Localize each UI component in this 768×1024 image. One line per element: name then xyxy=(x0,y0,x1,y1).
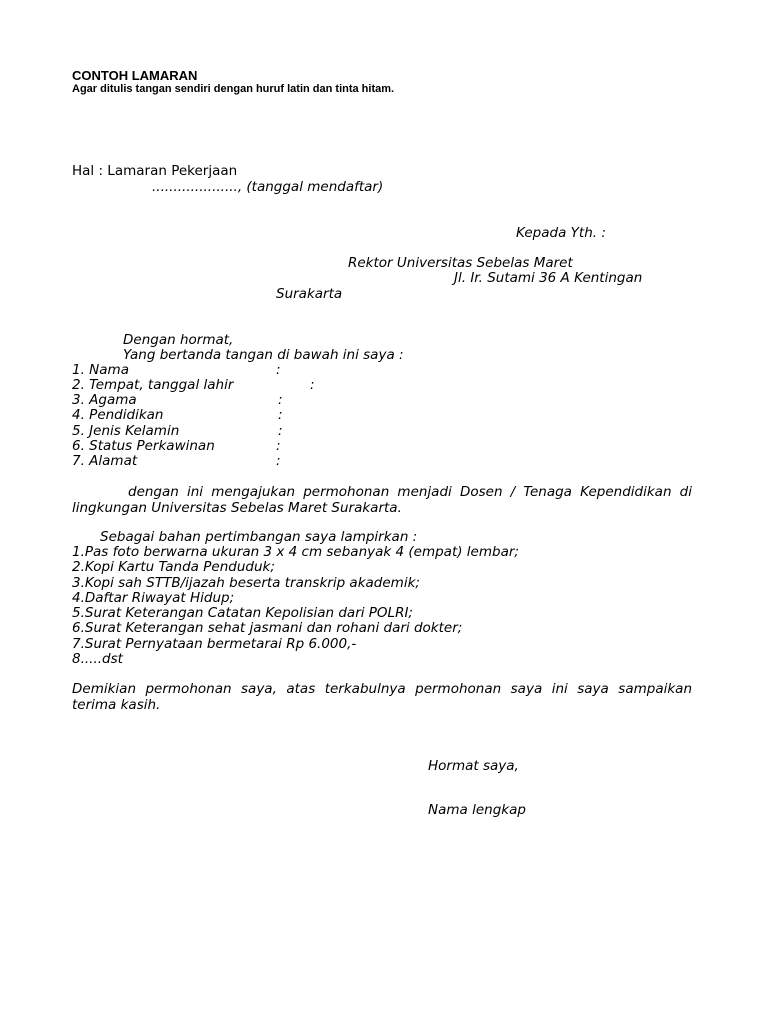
field-colon: : xyxy=(278,392,283,408)
closing-paragraph: Demikian permohonan saya, atas terkabulnya permohonan saya ini saya sampaikan terima kasih. xyxy=(72,681,692,713)
field-label: 4. Pendidikan xyxy=(72,407,164,423)
attachment-item: 8.....dst xyxy=(72,651,123,667)
document-title: CONTOH LAMARAN xyxy=(72,68,198,83)
attachment-item: 2.Kopi Kartu Tanda Penduduk; xyxy=(72,559,275,575)
attachment-item: 5.Surat Keterangan Catatan Kepolisian dari POLRI; xyxy=(72,605,413,621)
field-label: 2. Tempat, tanggal lahir xyxy=(72,377,234,393)
field-label: 7. Alamat xyxy=(72,453,138,469)
attachment-item: 4.Daftar Riwayat Hidup; xyxy=(72,590,235,606)
recipient-to: Kepada Yth. : xyxy=(516,225,606,241)
document-instruction: Agar ditulis tangan sendiri dengan huruf latin dan tinta hitam. xyxy=(72,83,395,95)
greeting: Dengan hormat, xyxy=(123,332,234,348)
field-label: 1. Nama xyxy=(72,362,129,378)
attachments-intro: Sebagai bahan pertimbangan saya lampirkan : xyxy=(100,529,418,545)
recipient-city: Surakarta xyxy=(276,286,343,302)
recipient-address: Jl. Ir. Sutami 36 A Kentingan xyxy=(454,270,643,286)
field-colon: : xyxy=(276,453,281,469)
field-colon: : xyxy=(278,407,283,423)
application-paragraph: dengan ini mengajukan permohonan menjadi Dosen / Tenaga Kependidikan di lingkungan Universitas Sebelas Maret Surakarta. xyxy=(72,484,692,516)
field-colon: : xyxy=(310,377,315,393)
field-colon: : xyxy=(278,423,283,439)
letter-subject: Hal : Lamaran Pekerjaan xyxy=(72,163,238,179)
attachment-item: 7.Surat Pernyataan bermetarai Rp 6.000,- xyxy=(72,636,357,652)
field-label: 3. Agama xyxy=(72,392,137,408)
field-colon: : xyxy=(276,438,281,454)
intro-line: Yang bertanda tangan di bawah ini saya : xyxy=(123,347,404,363)
sign-off: Hormat saya, xyxy=(428,758,519,774)
field-label: 5. Jenis Kelamin xyxy=(72,423,180,439)
attachment-item: 1.Pas foto berwarna ukuran 3 x 4 cm sebanyak 4 (empat) lembar; xyxy=(72,544,519,560)
recipient-name: Rektor Universitas Sebelas Maret xyxy=(348,255,573,271)
signature-name: Nama lengkap xyxy=(428,802,526,818)
field-label: 6. Status Perkawinan xyxy=(72,438,215,454)
field-colon: : xyxy=(276,362,281,378)
letter-date-line: ...................., (tanggal mendaftar) xyxy=(152,179,384,195)
attachment-item: 3.Kopi sah STTB/ijazah beserta transkrip akademik; xyxy=(72,575,420,591)
attachment-item: 6.Surat Keterangan sehat jasmani dan rohani dari dokter; xyxy=(72,620,463,636)
